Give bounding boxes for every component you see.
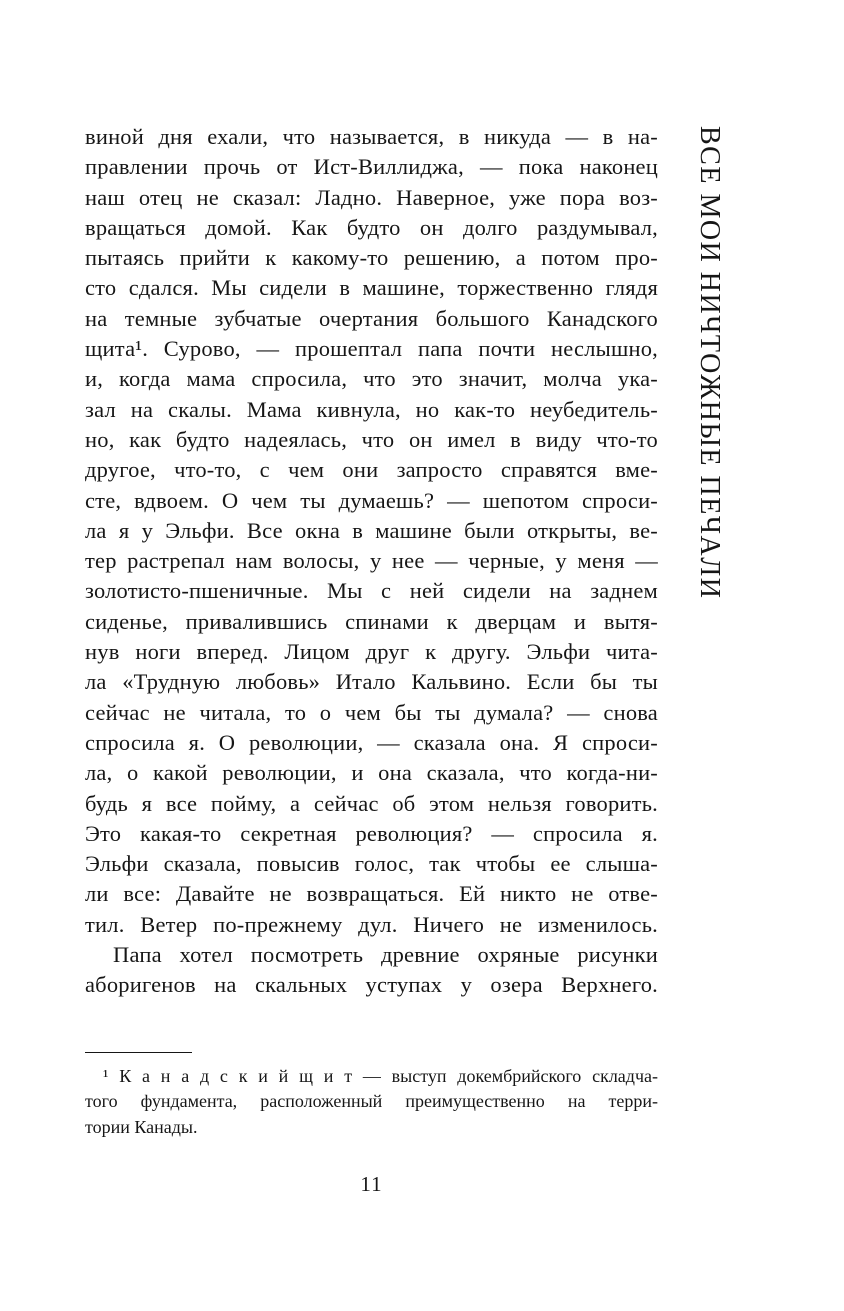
text-line-paragraph-start: Папа хотел посмотреть древние охряные рисунки <box>113 942 658 968</box>
footnote-line: ¹ К а н а д с к и й щ и т — выступ докембрийского складча- <box>103 1066 658 1086</box>
text-line: аборигенов на скальных уступах у озера Верхнего. <box>85 972 658 998</box>
text-line: сиденье, привалившись спинами к дверцам и вытя- <box>85 608 658 634</box>
text-line: ла, о какой революции, и она сказала, что когда-ни- <box>85 760 658 786</box>
text-line: и, когда мама спросила, что это значит, молча ука- <box>85 366 658 392</box>
text-line: зал на скалы. Мама кивнула, но как-то неубедитель- <box>85 396 658 422</box>
footnote <box>85 1064 658 1140</box>
text-line: но, как будто надеялась, что он имел в виду что-то <box>85 426 658 452</box>
footnote-line: того фундамента, расположенный преимущественно на терри- <box>85 1091 658 1112</box>
page-number: 11 <box>360 1172 383 1196</box>
text-line: тер растрепал нам волосы, у нее — черные, у меня — <box>85 548 658 574</box>
text-line: будь я все пойму, а сейчас об этом нельзя говорить. <box>85 790 658 816</box>
text-line: золотисто-пшеничные. Мы с ней сидели на заднем <box>85 578 658 604</box>
text-line: другое, что-то, с чем они запросто справятся вме- <box>85 457 658 483</box>
text-line: щита¹. Сурово, — прошептал папа почти неслышно, <box>85 336 658 362</box>
text-line: спросила я. О революции, — сказала она. Я спроси- <box>85 729 658 755</box>
text-line: вращаться домой. Как будто он долго раздумывал, <box>85 214 658 240</box>
text-line: на темные зубчатые очертания большого Канадского <box>85 305 658 331</box>
text-line: правлении прочь от Ист-Виллиджа, — пока наконец <box>85 154 658 180</box>
text-line: сто сдался. Мы сидели в машине, торжественно глядя <box>85 275 658 301</box>
text-line: сейчас не читала, то о чем бы ты думала? — снова <box>85 699 658 725</box>
text-line: наш отец не сказал: Ладно. Наверное, уже пора воз- <box>85 184 658 210</box>
body-text <box>85 122 658 1001</box>
text-line: ла «Трудную любовь» Итало Кальвино. Если бы ты <box>85 669 658 695</box>
text-line: Это какая-то секретная революция? — спросила я. <box>85 820 658 846</box>
text-line: сте, вдвоем. О чем ты думаешь? — шепотом спроси- <box>85 487 658 513</box>
footnote-separator-rule <box>85 1052 192 1053</box>
text-line: Эльфи сказала, повысив голос, так чтобы ее слыша- <box>85 851 658 877</box>
text-line: нув ноги вперед. Лицом друг к другу. Эльфи чита- <box>85 639 658 665</box>
text-line: ли все: Давайте не возвращаться. Ей никто не отве- <box>85 881 658 907</box>
text-line: ла я у Эльфи. Все окна в машине были открыты, ве- <box>85 517 658 543</box>
text-line: виной дня ехали, что называется, в никуда — в на- <box>85 124 658 149</box>
text-line: тил. Ветер по-прежнему дул. Ничего не изменилось. <box>85 911 658 937</box>
text-line: пытаясь прийти к какому-то решению, а потом про- <box>85 245 658 271</box>
footnote-line: тории Канады. <box>85 1116 198 1137</box>
running-title-vertical: ВСЕ МОИ НИЧТОЖНЫЕ ПЕЧАЛИ <box>694 126 725 600</box>
